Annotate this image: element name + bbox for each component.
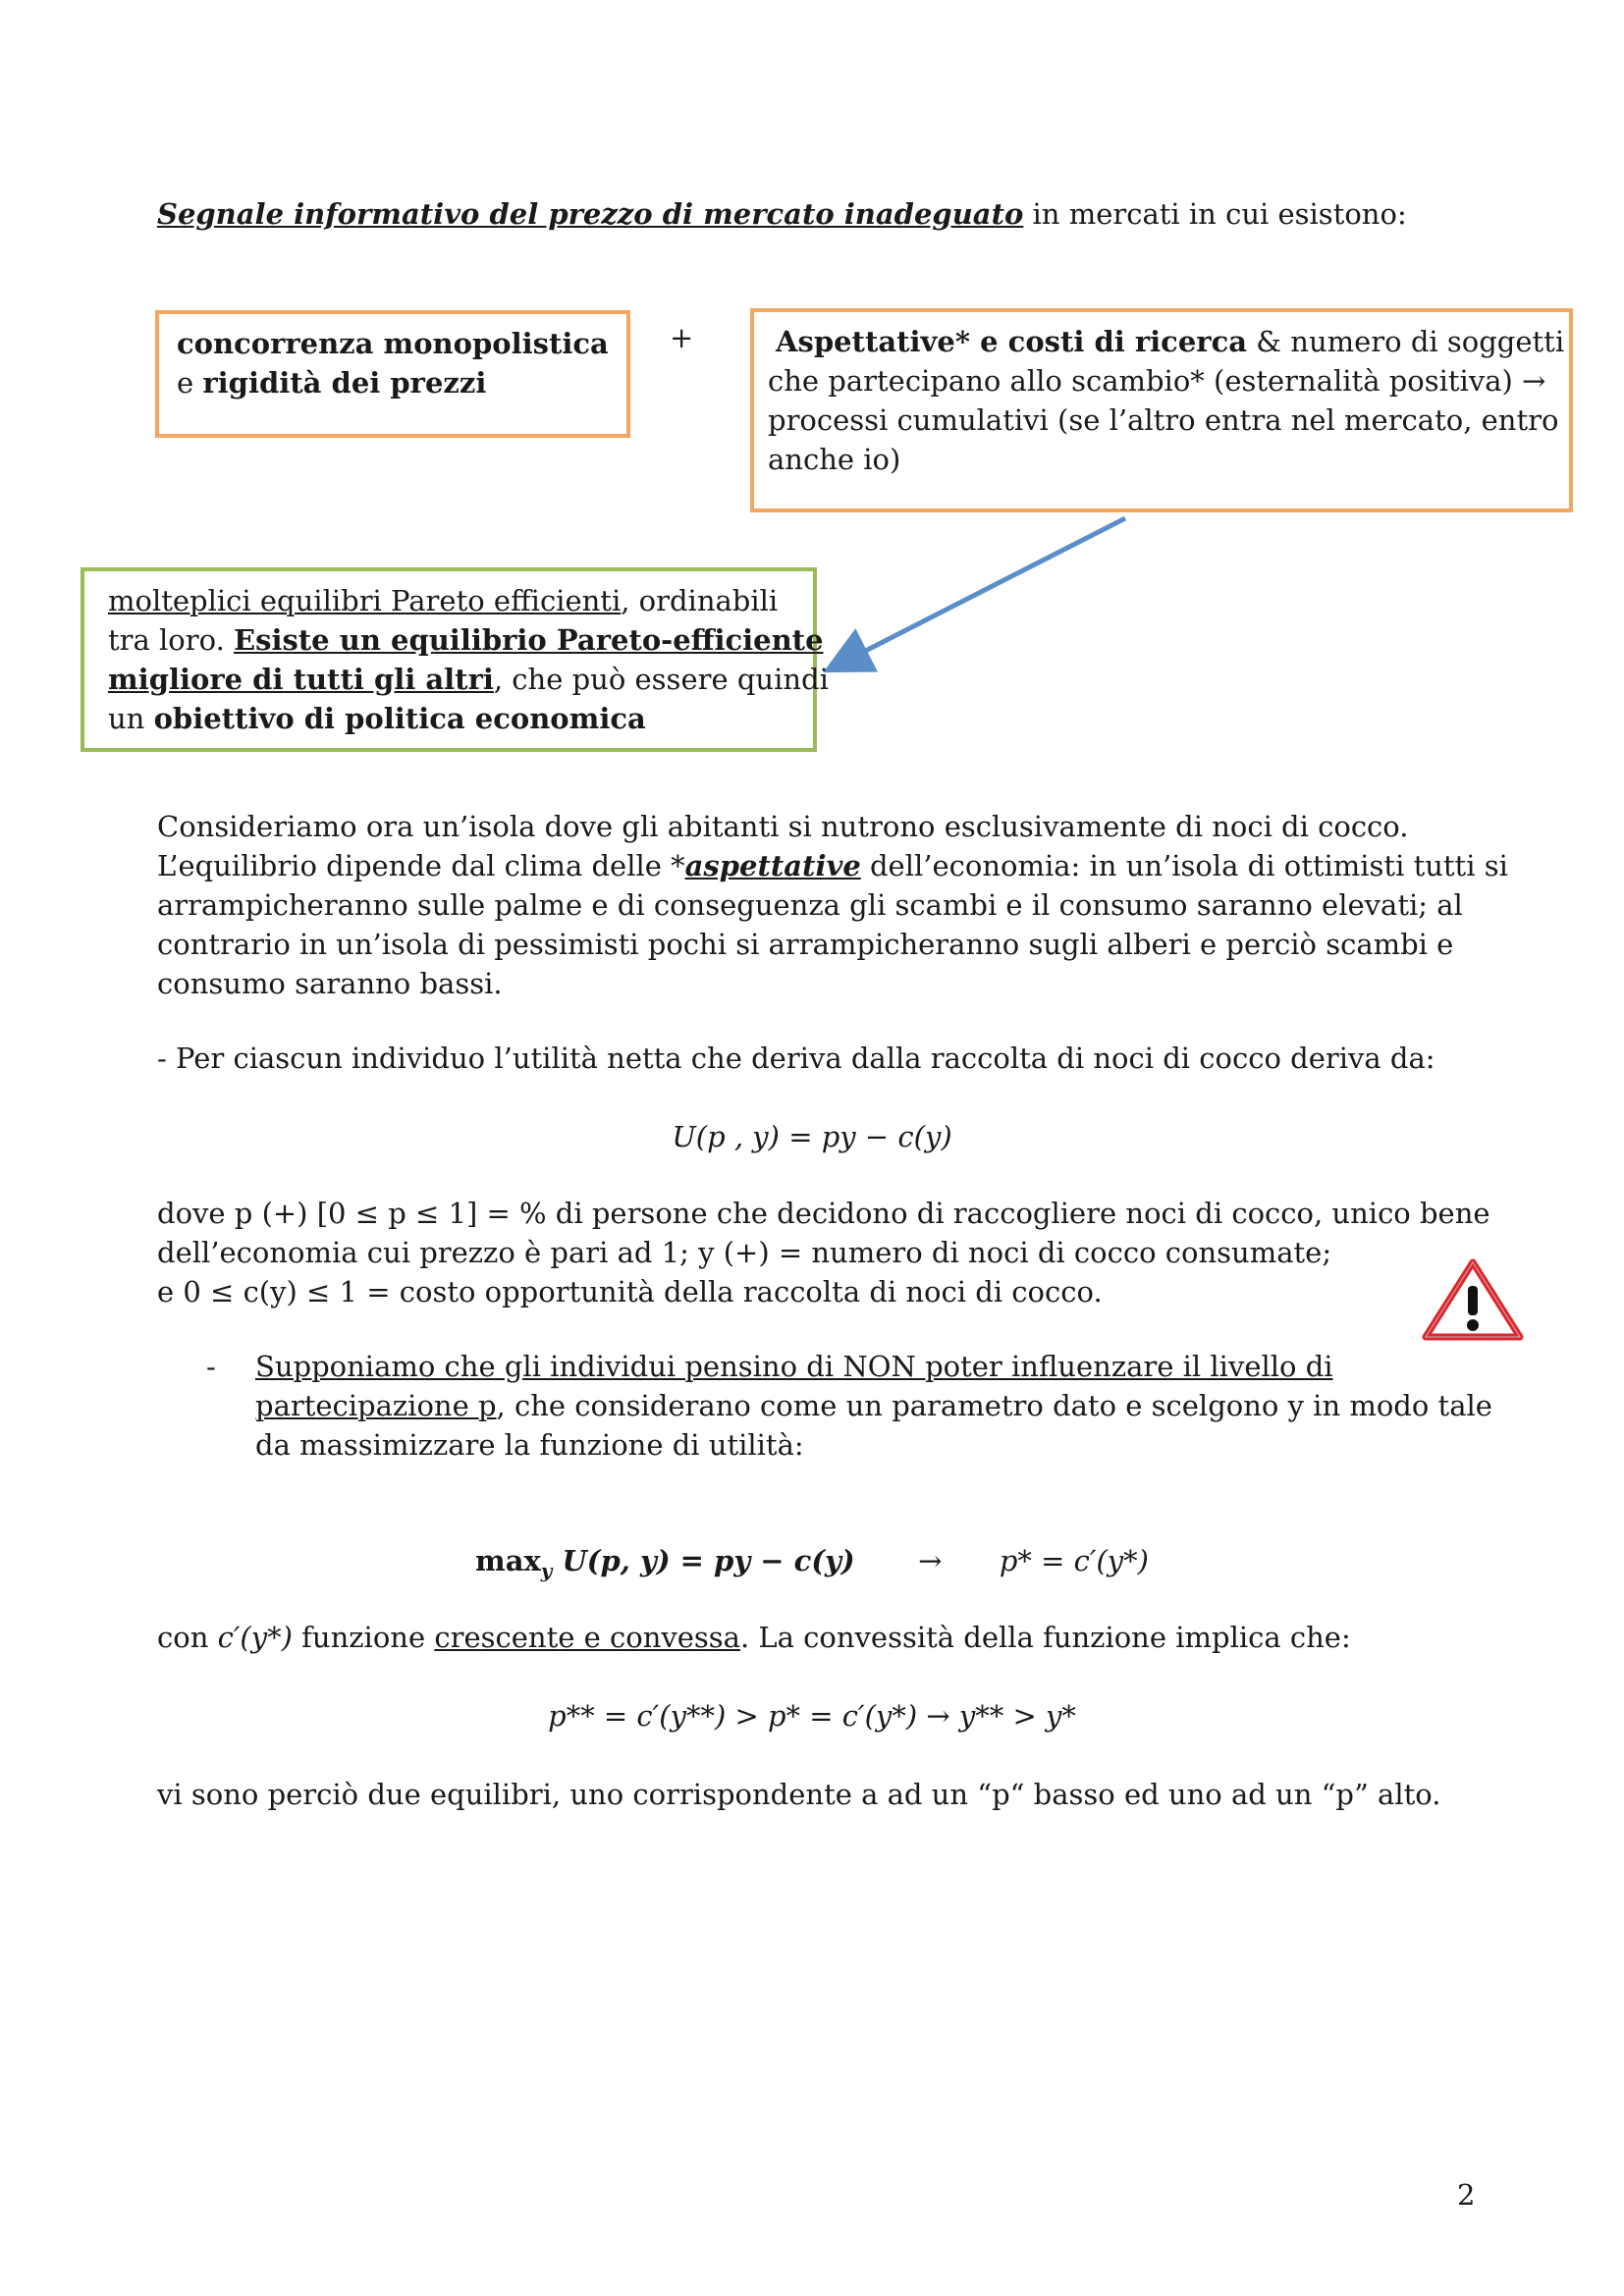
- box3-l2-bold: Esiste un equilibrio Pareto-efficiente: [234, 623, 824, 657]
- f2-sub: y: [540, 1558, 553, 1582]
- bullet-line3: da massimizzare la funzione di utilità:: [255, 1428, 804, 1462]
- p4-rest: . La convessità della funzione implica che:: [739, 1621, 1351, 1654]
- formula-equilibria: p** = c′(y**) > p* = c′(y*) → y** > y*: [548, 1699, 1076, 1733]
- p1-line3: arrampicheranno sulle palme e di conseguenza gli scambi e il consumo saranno elevati; al: [157, 888, 1463, 922]
- f2-mid: U(p, y) = py − c(y): [552, 1544, 855, 1577]
- p1-line2-rest: dell’economia: in un’isola di ottimisti tutti si: [860, 849, 1508, 882]
- p4-underlined: crescente e convessa: [434, 1621, 740, 1654]
- bullet-dash: -: [206, 1350, 216, 1383]
- paragraph-conclusion: vi sono perciò due equilibri, uno corrispondente a ad un “p“ basso ed uno ad un “p” alto.: [157, 1778, 1441, 1811]
- bullet-line1: Supponiamo che gli individui pensino di NON poter influenzare il livello di: [255, 1350, 1333, 1383]
- box3-l3-rest: , che può essere quindi: [493, 663, 829, 696]
- box2-rest1: & numero di soggetti: [1247, 325, 1565, 358]
- paragraph-convexity: [157, 1618, 1502, 1657]
- box2-line2: che partecipano allo scambio* (esternalità positiva) →: [768, 364, 1546, 398]
- paragraph-island: [157, 807, 1508, 1003]
- p4-pre: con: [157, 1621, 218, 1654]
- p4-math: c′(y*): [217, 1621, 293, 1654]
- box1-line2-pre: e: [177, 366, 203, 400]
- box2-bold: Aspettative* e costi di ricerca: [776, 325, 1248, 358]
- box3-l1-rest: , ordinabili: [621, 584, 779, 617]
- box2-line3: processi cumulativi (se l’altro entra nel mercato, entro: [768, 403, 1559, 437]
- formula-maximization: [0, 1541, 1624, 1590]
- page-number: 2: [1457, 2178, 1476, 2212]
- bullet-assumption: [255, 1347, 1532, 1465]
- paragraph-utility: - Per ciascun individuo l’utilità netta che deriva dalla raccolta di noci di cocco deriva da:: [157, 1041, 1435, 1075]
- box2-line4: anche io): [768, 443, 901, 476]
- f2-arrow: →: [918, 1544, 943, 1577]
- box3-l1-underlined: molteplici equilibri Pareto efficienti: [108, 584, 622, 617]
- f2-right: p* = c′(y*): [999, 1544, 1149, 1577]
- box3-l4-bold: obiettivo di politica economica: [153, 702, 646, 735]
- p4-mid: funzione: [292, 1621, 435, 1654]
- p3-line3: e 0 ≤ c(y) ≤ 1 = costo opportunità della raccolta di noci di cocco.: [157, 1275, 1103, 1308]
- p1-line2-pre: L’equilibrio dipende dal clima delle *: [157, 849, 685, 882]
- bullet-line2-underlined: partecipazione p: [255, 1389, 497, 1422]
- f2-max: max: [475, 1544, 541, 1577]
- box3-l2-pre: tra loro.: [108, 623, 235, 657]
- heading-emphasis: Segnale informativo del prezzo di mercato inadeguato: [157, 197, 1024, 231]
- box1-line1: concorrenza monopolistica: [177, 327, 609, 360]
- box3-l3-bold: migliore di tutti gli altri: [108, 663, 494, 696]
- p1-line4: contrario in un’isola di pessimisti pochi si arrampicheranno sugli alberi e perciò scambi e: [157, 928, 1454, 961]
- bullet-line2-rest: , che considerano come un parametro dato e scelgono y in modo tale: [496, 1389, 1492, 1422]
- warning-icon: [1422, 1258, 1524, 1341]
- formula-utility: U(p , y) = py − c(y): [672, 1120, 952, 1153]
- plus-sign: +: [670, 321, 694, 354]
- box-pareto-equilibria: [81, 567, 829, 752]
- p3-line2: dell’economia cui prezzo è pari ad 1; y (+) = numero di noci di cocco consumate;: [157, 1236, 1332, 1269]
- arrow-line: [840, 518, 1125, 664]
- box3-l4-pre: un: [108, 702, 154, 735]
- p1-line2-emphasis: aspettative: [684, 849, 861, 882]
- p3-line1: dove p (+) [0 ≤ p ≤ 1] = % di persone che decidono di raccogliere noci di cocco, unico bene: [157, 1197, 1490, 1230]
- box1-line2-bold: rigidità dei prezzi: [202, 366, 487, 400]
- p1-line1: Consideriamo ora un’isola dove gli abitanti si nutrono esclusivamente di noci di cocco.: [157, 810, 1409, 843]
- paragraph-definitions: [157, 1194, 1502, 1311]
- heading-rest: in mercati in cui esistono:: [1023, 197, 1407, 231]
- p1-line5: consumo saranno bassi.: [157, 967, 503, 1000]
